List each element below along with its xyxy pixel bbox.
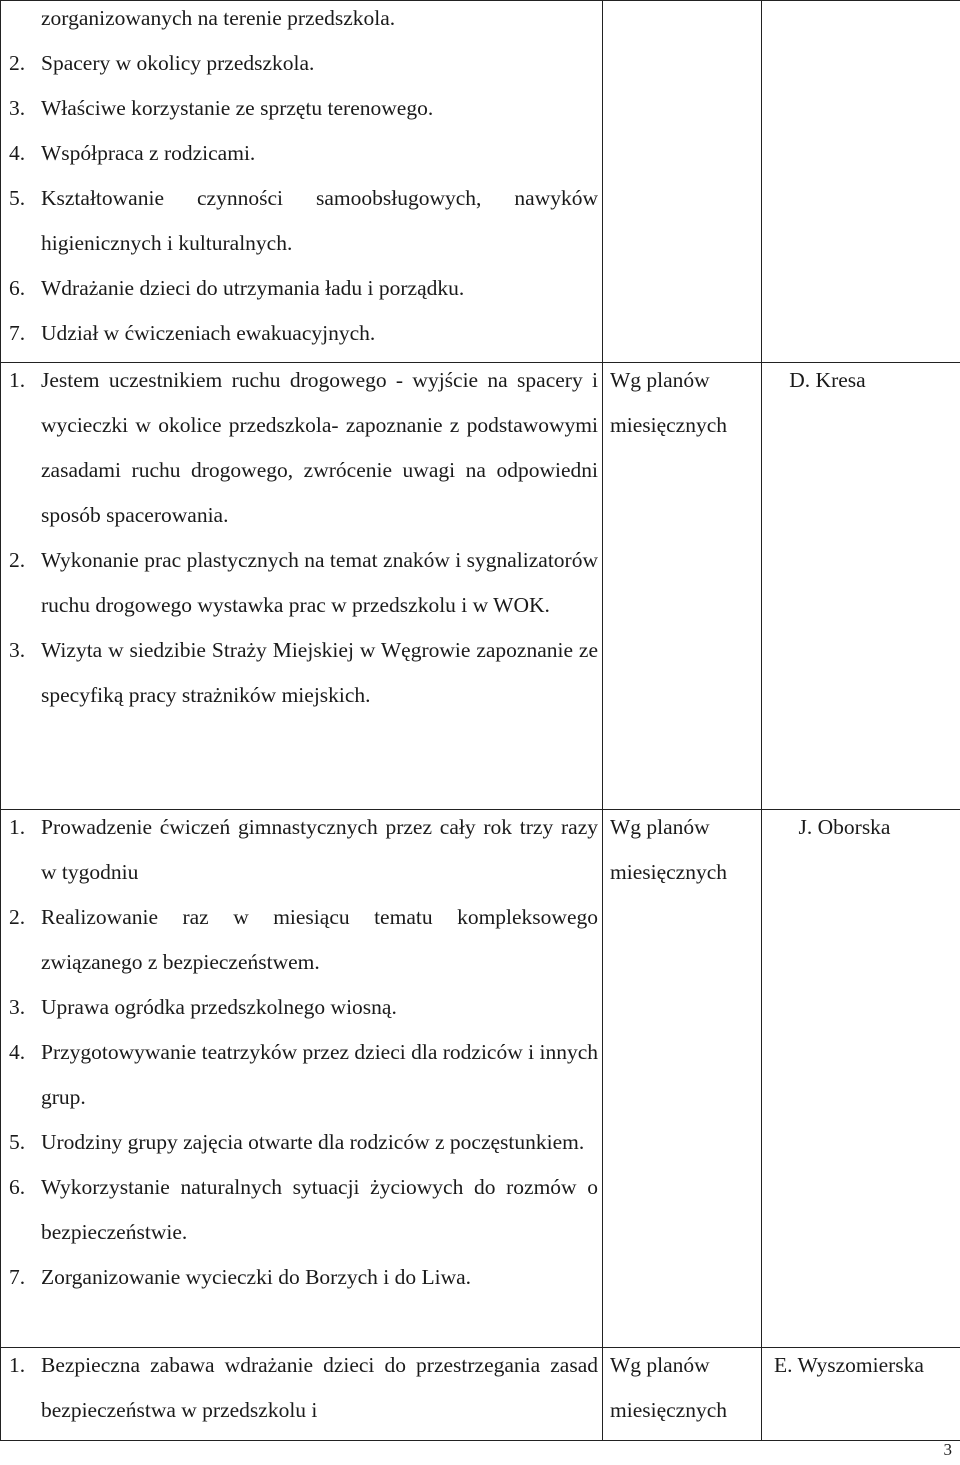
responsible-person: D. Kresa (789, 368, 866, 392)
item-text: Właściwe korzystanie ze sprzętu terenowego. (41, 96, 434, 120)
responsible-person: J. Oborska (798, 815, 891, 839)
item-number: 3. (9, 96, 26, 120)
list-item (9, 628, 598, 718)
item-number (9, 0, 41, 41)
list-item (9, 538, 598, 628)
responsible-cell (762, 810, 960, 1348)
item-number: 3. (9, 638, 26, 662)
schedule-text: Wg planów miesięcznych (610, 815, 728, 884)
list-item (9, 1165, 598, 1255)
item-number: 3. (9, 995, 26, 1019)
item-number: 1. (9, 1353, 26, 1377)
table-row (1, 1348, 960, 1441)
item-text: Wykonanie prac plastycznych na temat znaków i sygnalizatorów ruchu drogowego wystawka prac w przedszkolu i w WOK. (41, 548, 598, 617)
list-item (9, 0, 598, 41)
table-row (1, 810, 960, 1348)
responsible-cell (762, 1348, 960, 1441)
item-number: 5. (9, 1130, 26, 1154)
list-item (9, 311, 598, 356)
activities-cell (1, 1, 603, 363)
item-text: Kształtowanie czynności samoobsługowych, nawyków higienicznych i kulturalnych. (41, 186, 598, 255)
activities-cell (1, 810, 603, 1348)
item-number: 2. (9, 51, 26, 75)
list-item (9, 985, 598, 1030)
schedule-cell (603, 810, 762, 1348)
list-item (9, 895, 598, 985)
list-item (9, 1343, 598, 1433)
responsible-cell (762, 363, 960, 810)
responsible-cell (762, 1, 960, 363)
list-item (9, 176, 598, 266)
table-row (1, 1, 960, 363)
activities-cell (1, 363, 603, 810)
item-number: 2. (9, 905, 26, 929)
page-number: 3 (943, 1440, 952, 1459)
item-text: Bezpieczna zabawa wdrażanie dzieci do przestrzegania zasad bezpieczeństwa w przedszkolu i (41, 1353, 598, 1422)
list-item (9, 266, 598, 311)
schedule-cell (603, 1348, 762, 1441)
schedule-cell (603, 1, 762, 363)
list-item (9, 805, 598, 895)
item-text: zorganizowanych na terenie przedszkola. (41, 6, 396, 30)
item-number: 1. (9, 368, 26, 392)
item-text: Współpraca z rodzicami. (41, 141, 256, 165)
item-number: 4. (9, 1040, 26, 1064)
item-number: 5. (9, 186, 26, 210)
activities-cell (1, 1348, 603, 1441)
item-number: 1. (9, 815, 26, 839)
schedule-cell (603, 363, 762, 810)
item-number: 6. (9, 276, 26, 300)
list-item (9, 86, 598, 131)
table-row (1, 363, 960, 810)
schedule-text: Wg planów miesięcznych (610, 1353, 728, 1422)
item-text: Realizowanie raz w miesiącu tematu kompleksowego związanego z bezpieczeństwem. (41, 905, 598, 974)
item-number: 4. (9, 141, 26, 165)
item-text: Udział w ćwiczeniach ewakuacyjnych. (41, 321, 376, 345)
item-text: Prowadzenie ćwiczeń gimnastycznych przez cały rok trzy razy w tygodniu (41, 815, 598, 884)
list-item (9, 1120, 598, 1165)
item-text: Urodziny grupy zajęcia otwarte dla rodziców z poczęstunkiem. (41, 1130, 585, 1154)
item-text: Wdrażanie dzieci do utrzymania ładu i porządku. (41, 276, 465, 300)
item-text: Zorganizowanie wycieczki do Borzych i do Liwa. (41, 1265, 472, 1289)
item-number: 7. (9, 1265, 26, 1289)
schedule-text: Wg planów miesięcznych (610, 368, 728, 437)
list-item (9, 358, 598, 538)
item-text: Wizyta w siedzibie Straży Miejskiej w Węgrowie zapoznanie ze specyfiką pracy strażników miejskich. (41, 638, 598, 707)
item-text: Spacery w okolicy przedszkola. (41, 51, 315, 75)
item-text: Wykorzystanie naturalnych sytuacji życiowych do rozmów o bezpieczeństwie. (41, 1175, 598, 1244)
item-number: 7. (9, 321, 26, 345)
item-text: Przygotowywanie teatrzyków przez dzieci dla rodziców i innych grup. (41, 1040, 598, 1109)
list-item (9, 1030, 598, 1120)
responsible-person: E. Wyszomierska (774, 1353, 924, 1377)
list-item (9, 41, 598, 86)
item-number: 6. (9, 1175, 26, 1199)
item-number: 2. (9, 548, 26, 572)
item-text: Jestem uczestnikiem ruchu drogowego - wyjście na spacery i wycieczki w okolice przedszkola- zapoznanie z podstawowymi zasadami ruchu drogowego, zwrócenie uwagi na odpowiedni sposób spacerowania. (41, 368, 598, 527)
list-item (9, 1255, 598, 1300)
list-item (9, 131, 598, 176)
item-text: Uprawa ogródka przedszkolnego wiosną. (41, 995, 397, 1019)
